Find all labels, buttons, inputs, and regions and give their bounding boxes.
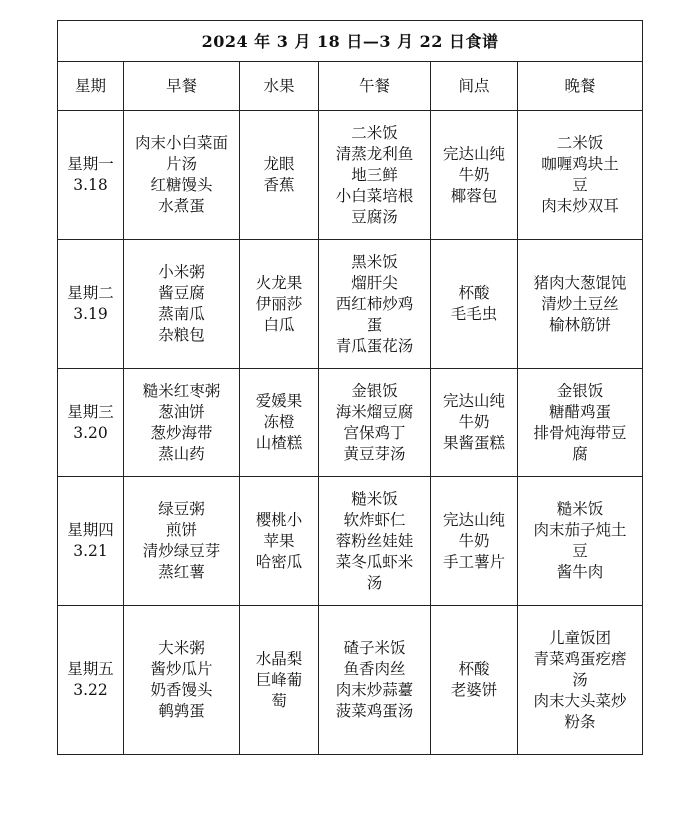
breakfast-item: 绿豆粥 bbox=[158, 500, 205, 518]
lunch-item: 汤 bbox=[366, 573, 383, 592]
breakfast-item: 片汤 bbox=[165, 155, 197, 173]
lunch-item: 肉末炒蒜薹 bbox=[335, 681, 414, 699]
day-rows bbox=[58, 111, 643, 755]
fruit-item: 火龙果 bbox=[255, 273, 303, 292]
date-label: 3.21 bbox=[73, 542, 108, 560]
breakfast-item: 酱豆腐 bbox=[158, 284, 205, 302]
snack-item: 完达山纯 bbox=[442, 144, 505, 163]
header-dinner: 晚餐 bbox=[518, 62, 643, 111]
lunch-item: 糙米饭 bbox=[351, 489, 398, 508]
lunch-item: 蓉粉丝娃娃 bbox=[335, 531, 414, 550]
dinner-item: 清炒土豆丝 bbox=[541, 294, 619, 313]
fruit-item: 白瓜 bbox=[263, 315, 295, 334]
dinner-item: 酱牛肉 bbox=[556, 563, 604, 581]
breakfast-cell bbox=[124, 240, 240, 369]
weekday-cell bbox=[58, 240, 124, 369]
fruit-cell bbox=[240, 369, 319, 477]
breakfast-cell bbox=[124, 477, 240, 606]
dinner-item: 金银饭 bbox=[556, 381, 604, 400]
header-weekday: 星期 bbox=[58, 62, 124, 111]
day-row bbox=[58, 240, 643, 369]
dinner-item: 咖喱鸡块土 bbox=[541, 155, 619, 173]
dinner-cell bbox=[518, 111, 643, 240]
lunch-item: 碴子米饭 bbox=[343, 639, 406, 657]
snack-item: 牛奶 bbox=[458, 165, 490, 184]
lunch-item: 宫保鸡丁 bbox=[343, 423, 406, 442]
date-label: 3.18 bbox=[73, 176, 108, 194]
dinner-cell bbox=[518, 240, 643, 369]
lunch-item: 黑米饭 bbox=[351, 252, 398, 271]
fruit-item: 樱桃小 bbox=[255, 510, 303, 529]
snack-item: 手工薯片 bbox=[442, 552, 505, 571]
lunch-item: 青瓜蛋花汤 bbox=[335, 336, 414, 355]
fruit-cell bbox=[240, 240, 319, 369]
dinner-item: 榆林筋饼 bbox=[549, 315, 612, 334]
snack-cell bbox=[431, 240, 518, 369]
dinner-item: 肉末大头菜炒 bbox=[533, 691, 627, 710]
snack-item: 杯酸 bbox=[458, 660, 490, 678]
breakfast-item: 鹌鹑蛋 bbox=[158, 702, 205, 720]
fruit-cell bbox=[240, 477, 319, 606]
breakfast-item: 水煮蛋 bbox=[158, 197, 205, 215]
day-row bbox=[58, 606, 643, 755]
lunch-item: 菠菜鸡蛋汤 bbox=[335, 702, 414, 720]
weekday-label: 星期四 bbox=[67, 521, 114, 539]
snack-item: 完达山纯 bbox=[442, 510, 505, 529]
breakfast-item: 葱炒海带 bbox=[150, 423, 213, 442]
dinner-item: 儿童饭团 bbox=[549, 628, 612, 647]
lunch-item: 鱼香肉丝 bbox=[343, 660, 406, 678]
lunch-cell bbox=[319, 369, 431, 477]
fruit-cell bbox=[240, 606, 319, 755]
date-label: 3.20 bbox=[73, 423, 108, 442]
lunch-item: 金银饭 bbox=[351, 381, 398, 400]
weekday-cell bbox=[58, 606, 124, 755]
fruit-item: 伊丽莎 bbox=[255, 294, 303, 313]
breakfast-item: 红糖馒头 bbox=[150, 176, 213, 194]
dinner-item: 猪肉大葱馄饨 bbox=[533, 273, 627, 292]
dinner-item: 二米饭 bbox=[556, 134, 604, 152]
dinner-item: 豆 bbox=[572, 176, 588, 194]
snack-cell bbox=[431, 477, 518, 606]
weekday-label: 星期二 bbox=[67, 284, 114, 302]
fruit-item: 水晶梨 bbox=[255, 649, 303, 668]
breakfast-item: 蒸南瓜 bbox=[158, 305, 205, 323]
breakfast-item: 杂粮包 bbox=[158, 326, 205, 344]
snack-item: 老婆饼 bbox=[450, 681, 498, 699]
header-fruit: 水果 bbox=[240, 62, 319, 111]
day-row bbox=[58, 111, 643, 240]
fruit-item: 山楂糕 bbox=[255, 434, 303, 452]
breakfast-item: 葱油饼 bbox=[158, 402, 205, 421]
breakfast-cell bbox=[124, 606, 240, 755]
snack-cell bbox=[431, 606, 518, 755]
fruit-item: 巨峰葡 bbox=[255, 670, 303, 689]
weekday-cell bbox=[58, 369, 124, 477]
breakfast-item: 大米粥 bbox=[158, 639, 205, 657]
lunch-item: 软炸虾仁 bbox=[343, 510, 406, 529]
lunch-item: 蛋 bbox=[366, 315, 383, 334]
breakfast-item: 煎饼 bbox=[165, 521, 197, 539]
dinner-item: 青菜鸡蛋疙瘩 bbox=[533, 649, 627, 668]
breakfast-item: 肉末小白菜面 bbox=[134, 134, 228, 152]
snack-item: 牛奶 bbox=[458, 531, 490, 550]
title-row bbox=[58, 21, 643, 62]
header-snack: 间点 bbox=[431, 62, 518, 111]
weekday-label: 星期一 bbox=[67, 155, 114, 173]
snack-item: 牛奶 bbox=[458, 413, 490, 431]
day-row bbox=[58, 477, 643, 606]
header-row bbox=[58, 62, 643, 111]
header-breakfast: 早餐 bbox=[124, 62, 240, 111]
fruit-item: 香蕉 bbox=[263, 176, 295, 194]
fruit-item: 龙眼 bbox=[263, 155, 295, 173]
fruit-item: 萄 bbox=[271, 691, 287, 710]
lunch-item: 清蒸龙利鱼 bbox=[335, 144, 414, 163]
breakfast-item: 蒸山药 bbox=[158, 444, 205, 463]
breakfast-item: 糙米红枣粥 bbox=[142, 381, 221, 400]
breakfast-cell bbox=[124, 369, 240, 477]
lunch-item: 地三鲜 bbox=[351, 165, 398, 184]
lunch-cell bbox=[319, 240, 431, 369]
snack-item: 椰蓉包 bbox=[450, 186, 498, 205]
lunch-item: 菜冬瓜虾米 bbox=[335, 552, 414, 571]
fruit-item: 哈密瓜 bbox=[255, 552, 303, 571]
breakfast-item: 奶香馒头 bbox=[150, 681, 213, 699]
fruit-item: 苹果 bbox=[263, 531, 295, 550]
snack-item: 杯酸 bbox=[458, 284, 490, 302]
dinner-item: 汤 bbox=[572, 670, 588, 689]
date-label: 3.19 bbox=[73, 305, 108, 323]
dinner-cell bbox=[518, 369, 643, 477]
lunch-item: 熘肝尖 bbox=[351, 273, 398, 292]
lunch-cell bbox=[319, 477, 431, 606]
weekday-label: 星期三 bbox=[67, 402, 114, 421]
fruit-item: 爱媛果 bbox=[255, 392, 303, 410]
snack-cell bbox=[431, 111, 518, 240]
weekday-label: 星期五 bbox=[67, 660, 114, 678]
fruit-cell bbox=[240, 111, 319, 240]
dinner-cell bbox=[518, 477, 643, 606]
lunch-item: 二米饭 bbox=[351, 123, 398, 142]
lunch-cell bbox=[319, 111, 431, 240]
dinner-item: 豆 bbox=[572, 542, 588, 560]
dinner-item: 粉条 bbox=[564, 712, 596, 731]
snack-item: 果酱蛋糕 bbox=[442, 434, 505, 452]
breakfast-item: 小米粥 bbox=[158, 263, 205, 281]
weekly-menu-table bbox=[57, 20, 643, 755]
lunch-item: 豆腐汤 bbox=[351, 207, 398, 226]
dinner-item: 糖醋鸡蛋 bbox=[549, 402, 612, 421]
lunch-item: 西红柿炒鸡 bbox=[335, 294, 414, 313]
date-label: 3.22 bbox=[73, 681, 108, 699]
lunch-item: 海米熘豆腐 bbox=[335, 402, 414, 421]
breakfast-cell bbox=[124, 111, 240, 240]
dinner-item: 腐 bbox=[572, 444, 588, 463]
menu-title: 2024 年 3 月 18 日—3 月 22 日食谱 bbox=[58, 21, 643, 62]
lunch-cell bbox=[319, 606, 431, 755]
snack-item: 完达山纯 bbox=[442, 392, 505, 410]
dinner-item: 糙米饭 bbox=[556, 500, 604, 518]
breakfast-item: 蒸红薯 bbox=[158, 563, 205, 581]
dinner-item: 肉末炒双耳 bbox=[541, 197, 619, 215]
breakfast-item: 清炒绿豆芽 bbox=[142, 542, 221, 560]
lunch-item: 小白菜培根 bbox=[335, 186, 414, 205]
lunch-item: 黄豆芽汤 bbox=[343, 444, 406, 463]
weekday-cell bbox=[58, 477, 124, 606]
snack-cell bbox=[431, 369, 518, 477]
dinner-item: 排骨炖海带豆 bbox=[533, 423, 627, 442]
snack-item: 毛毛虫 bbox=[450, 305, 498, 323]
breakfast-item: 酱炒瓜片 bbox=[150, 660, 213, 678]
dinner-cell bbox=[518, 606, 643, 755]
day-row bbox=[58, 369, 643, 477]
weekday-cell bbox=[58, 111, 124, 240]
header-lunch: 午餐 bbox=[319, 62, 431, 111]
dinner-item: 肉末茄子炖土 bbox=[533, 521, 627, 539]
fruit-item: 冻橙 bbox=[263, 413, 295, 431]
